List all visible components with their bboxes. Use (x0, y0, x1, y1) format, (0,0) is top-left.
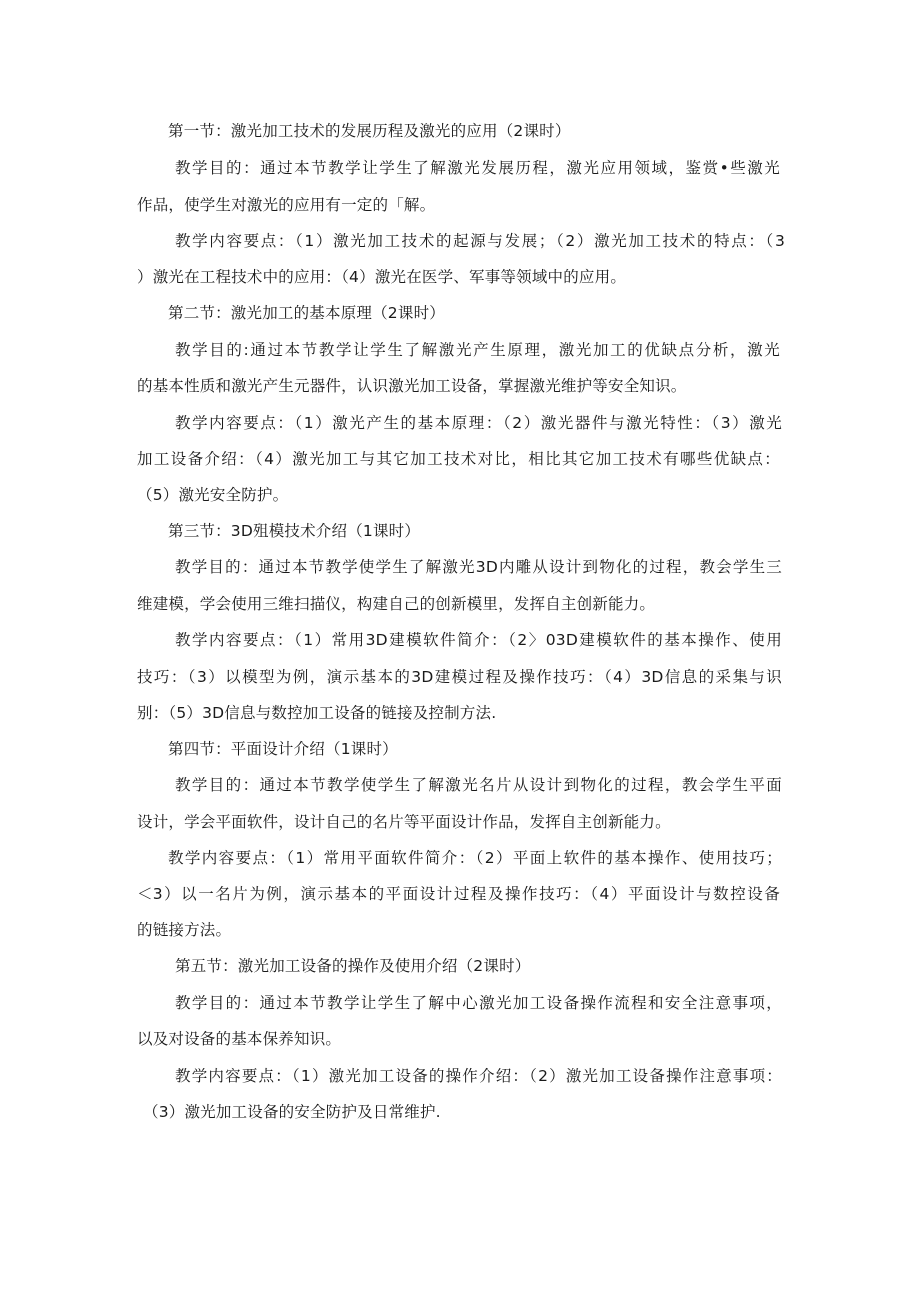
section-4-objective-line-1: 教学目的：通过本节教学使学生了解激光名片从设计到物化的过程，教会学生平面 (175, 776, 782, 794)
section-4-heading: 第四节：平面设计介绍（1课时） (168, 740, 398, 758)
section-4-content-line-3: 的链接方法。 (137, 921, 232, 939)
section-3-content-line-2: 技巧：（3）以模型为例，演示基本的3D建模过程及操作技巧：（4）3D信息的采集与识 (137, 668, 782, 686)
section-3-objective-line-1: 教学目的：通过本节教学使学生了解激光3D内雕从设计到物化的过程，教会学生三 (175, 558, 782, 576)
section-1-content-line-1: 教学内容要点：（1）激光加工技术的起源与发展；（2）激光加工技术的特点：（3 (175, 232, 785, 250)
section-1-heading: 第一节：激光加工技术的发展历程及激光的应用（2课时） (168, 122, 571, 140)
section-1-content-line-2: ）激光在工程技术中的应用：（4）激光在医学、军事等领域中的应用。 (137, 268, 627, 286)
section-2-heading: 第二节：激光加工的基本原理（2课时） (168, 304, 445, 322)
section-5-objective-line-1: 教学目的：通过本节教学让学生了解中心激光加工设备操作流程和安全注意事项， (175, 994, 782, 1012)
section-4-content-line-1: 教学内容要点：（1）常用平面软件简介：（2）平面上软件的基本操作、使用技巧； (168, 849, 782, 867)
section-2-objective-line-2: 的基本性质和激光产生元器件，认识激光加工设备，掌握激光维护等安全知识。 (137, 377, 687, 395)
section-1-objective-line-1: 教学目的：通过本节教学让学生了解激光发展历程，激光应用领域，鉴赏•些激光 (175, 159, 780, 177)
section-2-content-line-2: 加工设备介绍：（4）激光加工与其它加工技术对比，相比其它加工技术有哪些优缺点： (137, 450, 780, 468)
section-5-heading: 第五节：激光加工设备的操作及使用介绍（2课时） (175, 957, 531, 975)
section-2-content-line-1: 教学内容要点：（1）激光产生的基本原理：（2）激光器件与激光特性：（3）激光 (175, 414, 782, 432)
section-5-content-line-1: 教学内容要点：（1）激光加工设备的操作介绍：（2）激光加工设备操作注意事项： (175, 1067, 782, 1085)
section-3-heading: 第三节：3D殂模技术介绍（1课时） (168, 522, 421, 540)
section-4-objective-line-2: 设计，学会平面软件，设计自己的名片等平面设计作品，发挥自主创新能力。 (137, 813, 671, 831)
section-3-content-line-3: 别：（5）3D信息与数控加工设备的链接及控制方法. (137, 704, 497, 722)
section-5-content-line-2: （3）激光加工设备的安全防护及日常维护. (143, 1103, 441, 1121)
section-3-objective-line-2: 维建模，学会使用三维扫描仪，构建自己的创新模里，发挥自主创新能力。 (137, 595, 656, 613)
section-5-objective-line-2: 以及对设备的基本保养知识。 (137, 1030, 342, 1048)
section-2-objective-line-1: 教学目的:通过本节教学让学生了解激光产生原理，激光加工的优缺点分析，激光 (175, 341, 780, 359)
section-3-content-line-1: 教学内容要点：（1）常用3D建模软件简介：（2〉03D建模软件的基本操作、使用 (175, 631, 782, 649)
section-4-content-line-2: ＜3）以一名片为例，演示基本的平面设计过程及操作技巧：（4）平面设计与数控设备 (137, 885, 780, 903)
section-1-objective-line-2: 作品，使学生对激光的应用有一定的「解。 (137, 196, 436, 214)
section-2-content-line-3: （5）激光安全防护。 (137, 486, 289, 504)
